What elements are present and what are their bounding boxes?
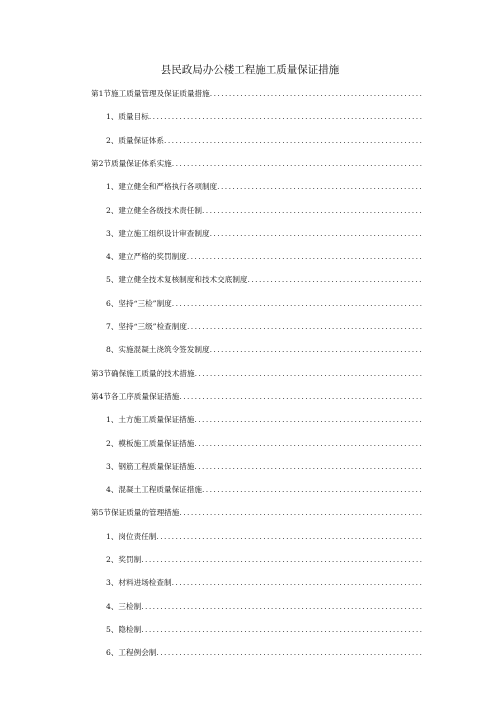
toc-subsection-entry — [106, 484, 422, 495]
toc-section-entry — [91, 158, 422, 169]
toc-dot-leader — [210, 228, 422, 239]
toc-dot-leader — [248, 274, 422, 285]
toc-subsection-entry — [106, 321, 422, 332]
toc-dot-leader — [195, 368, 422, 379]
toc-subsection-entry — [106, 205, 422, 216]
toc-entry-label: 2、质量保证体系 — [106, 135, 164, 145]
toc-entry-label: 第3节确保施工质量的技术措施 — [91, 368, 195, 378]
toc-subsection-entry — [106, 228, 422, 239]
toc-entry-label: 3、材料进场检查制 — [106, 578, 172, 588]
toc-subsection-entry — [106, 274, 422, 285]
toc-subsection-entry — [106, 181, 422, 192]
toc-entry-label: 2、模板施工质量保证措施 — [106, 438, 195, 448]
toc-entry-label: 5、隐检制 — [106, 624, 142, 634]
toc-entry-label: 4、三检制 — [106, 601, 142, 611]
toc-section-entry — [91, 507, 422, 518]
toc-section-entry — [91, 391, 422, 402]
toc-dot-leader — [156, 531, 422, 542]
toc-entry-label: 2、奖罚制 — [106, 555, 142, 564]
toc-subsection-entry — [106, 461, 422, 472]
toc-entry-label: 第5节保证质量的管理措施 — [91, 508, 180, 518]
toc-entry-label: 第2节质量保证体系实施 — [91, 158, 172, 168]
toc-dot-leader — [179, 507, 422, 518]
toc-subsection-entry — [106, 647, 422, 658]
toc-dot-leader — [202, 205, 422, 216]
toc-dot-leader — [194, 461, 422, 472]
toc-entry-label: 4、建立严格的奖罚制度 — [106, 252, 187, 262]
toc-dot-leader — [187, 321, 422, 332]
toc-subsection-entry — [106, 577, 422, 588]
toc-section-entry — [91, 368, 422, 379]
toc-entry-label: 7、坚持“三级”检查制度 — [106, 322, 187, 331]
toc-entry-label: 1、土方施工质量保证措施 — [106, 415, 195, 425]
toc-entry-label: 8、实施混凝土浇筑令签发制度 — [106, 345, 210, 355]
toc-entry-label: 1、建立健全和严格执行各项制度 — [106, 182, 218, 192]
toc-dot-leader — [210, 88, 422, 99]
toc-subsection-entry — [106, 251, 422, 262]
toc-subsection-entry — [106, 344, 422, 355]
toc-entry-label: 2、建立健全各级技术责任制 — [106, 205, 202, 215]
toc-dot-leader — [210, 344, 422, 355]
toc-dot-leader — [217, 181, 422, 192]
toc-subsection-entry — [106, 414, 422, 425]
toc-entry-label: 6、坚持“三检”制度 — [106, 298, 172, 308]
document-title: 县民政局办公楼工程施工质量保证措施 — [160, 64, 340, 76]
toc-entry-label: 6、工程例会制 — [106, 648, 157, 658]
toc-subsection-entry — [106, 298, 422, 309]
toc-dot-leader — [172, 298, 422, 309]
toc-dot-leader — [194, 438, 422, 449]
toc-dot-leader — [149, 111, 422, 122]
toc-dot-leader — [187, 251, 422, 262]
toc-dot-leader — [141, 624, 422, 635]
toc-dot-leader — [141, 601, 422, 612]
toc-subsection-entry — [106, 601, 422, 612]
toc-entry-label: 3、钢筋工程质量保证措施 — [106, 461, 195, 471]
toc-entry-label: 第1节施工质量管理及保证质量措施 — [91, 89, 210, 98]
toc-dot-leader — [141, 554, 422, 565]
toc-dot-leader — [172, 577, 422, 588]
toc-entry-label: 3、建立施工组织设计审查制度 — [106, 228, 210, 238]
toc-subsection-entry — [106, 438, 422, 449]
toc-entry-label: 4、混凝土工程质量保证措施 — [106, 485, 202, 495]
toc-dot-leader — [194, 414, 422, 425]
toc-dot-leader — [202, 484, 422, 495]
toc-dot-leader — [164, 135, 422, 146]
toc-entry-label: 1、质量目标 — [106, 112, 149, 122]
toc-dot-leader — [179, 391, 422, 402]
toc-entry-label: 第4节各工序质量保证措施 — [91, 391, 180, 401]
toc-dot-leader — [156, 647, 422, 658]
toc-entry-label: 1、岗位责任制 — [106, 531, 157, 541]
toc-section-entry — [91, 88, 422, 99]
toc-entry-label: 5、建立健全技术复核制度和技术交底制度 — [106, 275, 248, 285]
toc-subsection-entry — [106, 624, 422, 635]
toc-dot-leader — [172, 158, 422, 169]
toc-subsection-entry — [106, 531, 422, 542]
toc-subsection-entry — [106, 135, 422, 146]
toc-subsection-entry — [106, 554, 422, 565]
toc-subsection-entry — [106, 111, 422, 122]
